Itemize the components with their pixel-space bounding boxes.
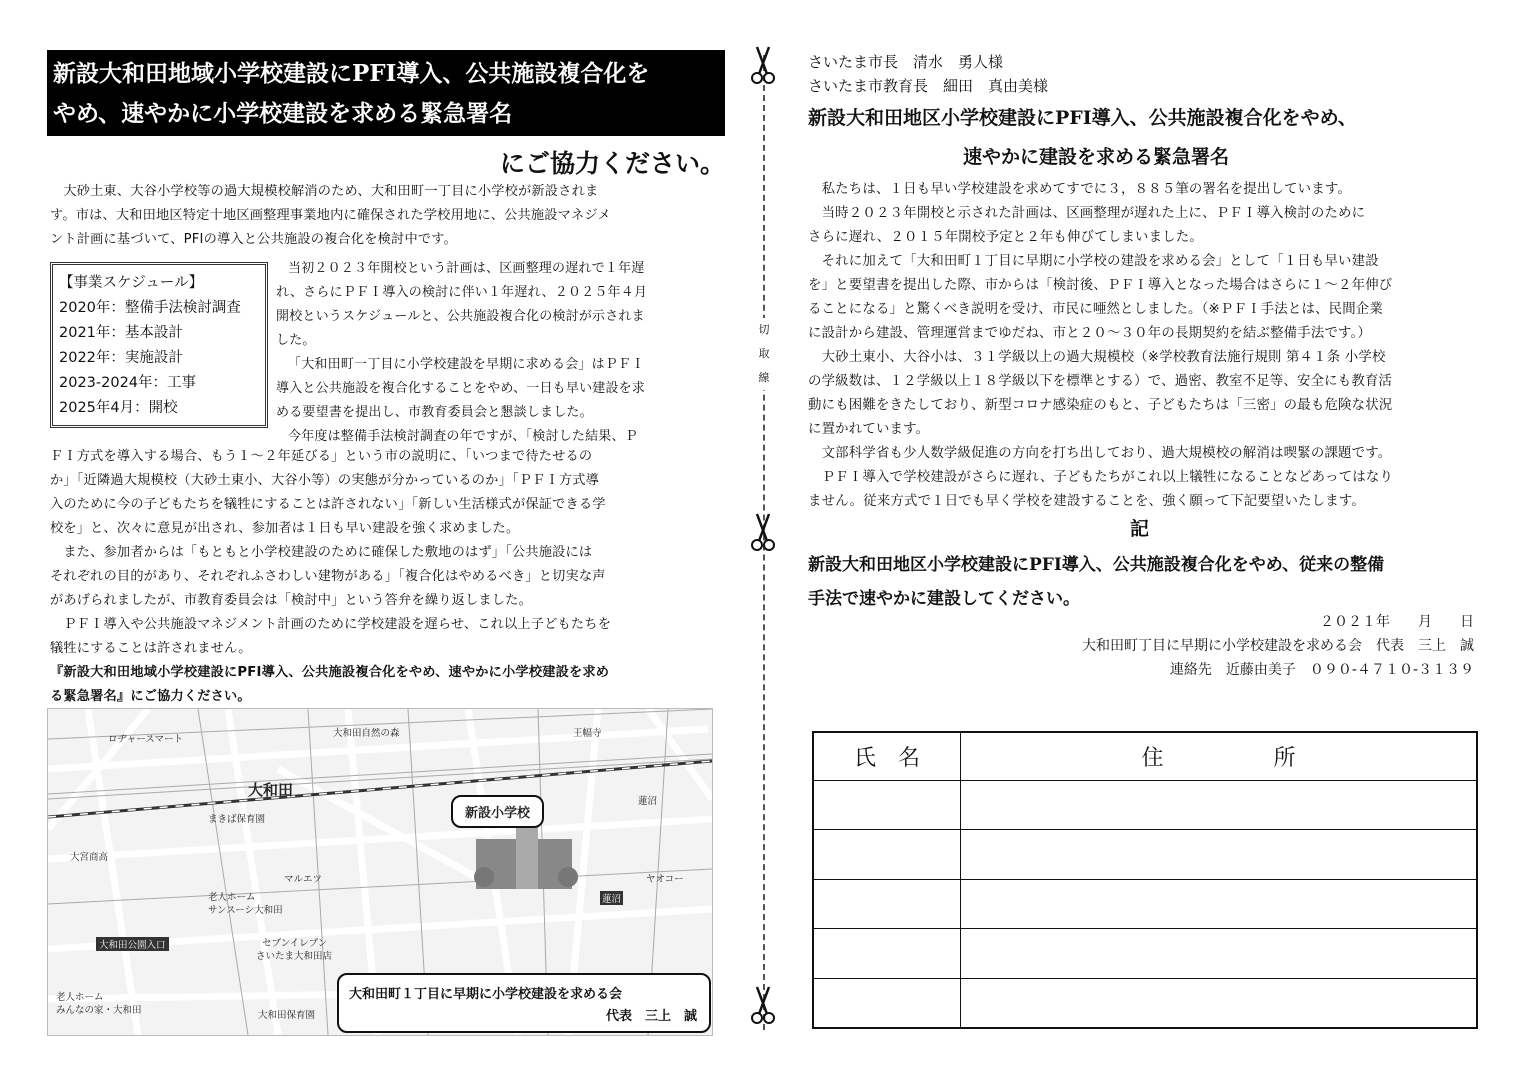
- org-rep: 代表 三上 誠: [605, 1009, 697, 1024]
- right-body: [808, 178, 1488, 514]
- side-line: 「大和田町一丁目に小学校建設を早期に求める会」はＰＦＩ: [288, 357, 645, 372]
- signature-row[interactable]: [814, 879, 1477, 928]
- side-line: 当初２０２３年開校という計画は、区画整理の遅れで１年遅: [288, 261, 645, 276]
- schedule-item: 2025年4月：開校: [59, 400, 178, 416]
- addressees: [808, 50, 1048, 98]
- map-label: まきば保育園: [208, 814, 266, 825]
- side-line: 今年度は整備手法検討調査の年ですが、「検討した結果、Ｐ: [288, 429, 638, 444]
- name-cell[interactable]: [814, 830, 961, 879]
- map-label: 大和田公園入口: [96, 937, 169, 951]
- map-label: 蓮沼: [638, 796, 658, 807]
- right-body-line: の学級数は、１２学級以上１８学級以下を標準とする）で、過密、教室不足等、安全にも教育活: [808, 374, 1393, 389]
- right-body-line: 文部科学省も少人数学級促進の方向を打ち出しており、過大規模校の解消は喫緊の課題です。: [808, 446, 1392, 461]
- map-label: 蓮沼: [600, 891, 623, 905]
- right-body-line: ＰＦＩ導入で学校建設がさらに遅れ、子どもたちがこれ以上犠牲になることなどあってはなり: [808, 470, 1394, 485]
- intro-line: す。市は、大和田地区特定十地区画整理事業地内に確保された学校用地に、公共施設マネジメ: [50, 208, 611, 223]
- sender-block: [1082, 610, 1474, 682]
- cut-label-char: 取: [758, 347, 770, 360]
- right-body-line: ません。従来方式で１日でも早く学校を建設することを、強く願って下記要望いたします。: [808, 494, 1365, 509]
- scissors-icon: [750, 45, 776, 85]
- appeal-line: 『新設大和田地域小学校建設にPFI導入、公共施設複合化をやめ、速やかに小学校建設を求め: [50, 665, 610, 680]
- lower-line: それぞれの目的があり、それぞれふさわしい建物がある」「複合化はやめるべき」と切実な声: [50, 569, 606, 584]
- map-label: 老人ホーム: [56, 992, 104, 1003]
- addressee: さいたま市教育長 細田 真由美様: [808, 77, 1049, 95]
- addressee: さいたま市長 清水 勇人様: [808, 53, 1004, 71]
- lower-line: があげられましたが、市教育委員会は「検討中」という答弁を繰り返しました。: [50, 593, 532, 608]
- lower-line: 入のために今の子どもたちを犠牲にすることは許されない」「新しい生活様式が保証できる学: [50, 497, 606, 512]
- org-box: [337, 973, 711, 1033]
- lower-line: 校を」と、次々に意見が出され、参加者は１日も早い建設を強く求めました。: [50, 521, 520, 536]
- map-label: みんなの家・大和田: [56, 1005, 142, 1016]
- demand-line: 手法で速やかに建設してください。: [808, 589, 1080, 609]
- name-cell[interactable]: [814, 879, 961, 928]
- scissors-icon: [750, 985, 776, 1025]
- map-label: さいたま大和田店: [256, 951, 333, 962]
- signature-row[interactable]: [814, 830, 1477, 879]
- lower-line: ＰＦＩ導入や公共施設マネジメント計画のために学校建設を遅らせ、これ以上子どもたちを: [50, 617, 612, 632]
- left-side-text: [276, 257, 720, 449]
- intro-line: ント計画に基づいて、PFIの導入と公共施設の複合化を検討中です。: [50, 232, 457, 247]
- map-label: セブンイレブン: [262, 938, 328, 949]
- address-cell[interactable]: [961, 978, 1477, 1027]
- right-body-line: 大砂土東小、大谷小は、３１学級以上の過大規模校（※学校教育法施行規則 第４１条 小学校: [808, 350, 1386, 365]
- right-body-line: 動にも困難をきたしており、新型コロナ感染症のもと、子どもたちは「三密」の最も危険な状況: [808, 398, 1393, 413]
- left-title-line-1: 新設大和田地域小学校建設にPFI導入、公共施設複合化を: [53, 60, 650, 87]
- name-column-header: 氏 名: [814, 733, 961, 781]
- lower-line: ＦＩ方式を導入する場合、もう１～２年延びる」という市の説明に、「いつまで待たせるの: [50, 449, 593, 464]
- map-label: 老人ホーム: [208, 892, 256, 903]
- scissors-icon: [750, 512, 776, 552]
- side-line: した。: [276, 333, 316, 348]
- side-line: 導入と公共施設を複合化することをやめ、一日も早い建設を求: [276, 381, 646, 396]
- address-column-header: 住 所: [961, 733, 1477, 781]
- signature-table: [812, 731, 1478, 1029]
- right-body-line: ることになる」と驚くべき説明を受け、市民に唖然としました。（※ＰＦＩ手法とは、民間企業: [808, 302, 1383, 317]
- schedule-box: [50, 262, 268, 428]
- address-cell[interactable]: [961, 830, 1477, 879]
- schedule-item: 2022年：実施設計: [59, 350, 183, 366]
- address-cell[interactable]: [961, 929, 1477, 978]
- new-school-callout: 新設小学校: [451, 795, 544, 828]
- signature-row[interactable]: [814, 781, 1477, 830]
- cut-label-char: 線: [758, 371, 770, 384]
- map-label: 大和田自然の森: [333, 728, 400, 739]
- map-label: サンスーシ大和田: [208, 905, 283, 916]
- signature-row[interactable]: [814, 978, 1477, 1027]
- demand: [808, 548, 1488, 616]
- name-cell[interactable]: [814, 978, 961, 1027]
- sign-date: ２０２１年 月 日: [1320, 614, 1474, 630]
- address-cell[interactable]: [961, 781, 1477, 830]
- side-line: れ、さらにＰＦＩ導入の検討に伴い１年遅れ、２０２５年４月: [276, 285, 648, 300]
- map-label: ヤオコー: [646, 874, 684, 885]
- name-cell[interactable]: [814, 929, 961, 978]
- lower-line: 犠牲にすることは許されません。: [50, 641, 252, 656]
- left-lower-text: [50, 445, 720, 709]
- map-label: 大宮商高: [70, 852, 109, 863]
- schedule-item: 2023-2024年：工事: [59, 375, 197, 391]
- name-cell[interactable]: [814, 781, 961, 830]
- right-body-line: さらに遅れ、２０１５年開校予定と２年も伸びてしまいました。: [808, 230, 1203, 245]
- lower-line: か」「近隣過大規模校（大砂土東小、大谷小等）の実態が分かっているのか」「ＰＦＩ方式導: [50, 473, 600, 488]
- appeal-line: る緊急署名』にご協力ください。: [50, 689, 251, 704]
- map-label: 王幅寺: [573, 728, 602, 739]
- ki-label: 記: [1130, 518, 1150, 540]
- station-label: 大和田: [248, 781, 294, 799]
- right-body-line: に設計から建設、管理運営までゆだね、市と２０～３０年の長期契約を結ぶ整備手法です。）: [808, 326, 1372, 341]
- address-cell[interactable]: [961, 879, 1477, 928]
- schedule-item: 2020年：整備手法検討調査: [59, 300, 241, 316]
- left-title-tail: にご協力ください。: [500, 149, 726, 178]
- map-label: マルエツ: [284, 874, 323, 885]
- demand-line: 新設大和田地区小学校建設にPFI導入、公共施設複合化をやめ、従来の整備: [808, 555, 1385, 575]
- left-title: [47, 50, 725, 136]
- sender: 大和田町丁目に早期に小学校建設を求める会 代表 三上 誠: [1082, 638, 1474, 654]
- right-body-line: に置かれています。: [808, 422, 930, 437]
- left-intro: [50, 180, 720, 252]
- lower-line: また、参加者からは「もともと小学校建設のために確保した敷地のはず」「公共施設には: [50, 545, 593, 560]
- left-title-line-2: やめ、速やかに小学校建設を求める緊急署名: [53, 100, 513, 127]
- schedule-item: 2021年：基本設計: [59, 325, 183, 341]
- right-title-line-2: 速やかに建設を求める緊急署名: [963, 146, 1230, 168]
- signature-row[interactable]: [814, 929, 1477, 978]
- right-body-line: を」と要望書を提出した際、市からは「検討後、ＰＦＩ導入となった場合はさらに１～２年伸び: [808, 278, 1393, 293]
- right-body-line: 当時２０２３年開校と示された計画は、区画整理が遅れた上に、ＰＦＩ導入検討のために: [808, 206, 1366, 221]
- area-map: [47, 708, 713, 1036]
- cut-label: [755, 318, 773, 390]
- intro-line: 大砂土東、大谷小学校等の過大規模校解消のため、大和田町一丁目に小学校が新設されま: [50, 184, 599, 199]
- org-name: 大和田町１丁目に早期に小学校建設を求める会: [349, 987, 623, 1002]
- side-line: める要望書を提出し、市教育委員会と懇談しました。: [276, 405, 593, 420]
- map-label: ロヂャースマート: [108, 734, 184, 745]
- right-title-line-1: 新設大和田地区小学校建設にPFI導入、公共施設複合化をやめ、: [808, 107, 1357, 129]
- contact: 連絡先 近藤由美子 ０９０-４７１０-３１３９: [1169, 662, 1474, 678]
- cut-label-char: 切: [758, 323, 770, 336]
- map-label: 大和田保育園: [258, 1010, 316, 1021]
- side-line: 開校というスケジュールと、公共施設複合化の検討が示されま: [276, 309, 645, 324]
- schedule-heading: 【事業スケジュール】: [59, 275, 204, 291]
- right-body-line: 私たちは、１日も早い学校建設を求めてすでに３，８８５筆の署名を提出しています。: [808, 182, 1351, 197]
- right-body-line: それに加えて「大和田町１丁目に早期に小学校の建設を求める会」として「１日も早い建設: [808, 254, 1379, 269]
